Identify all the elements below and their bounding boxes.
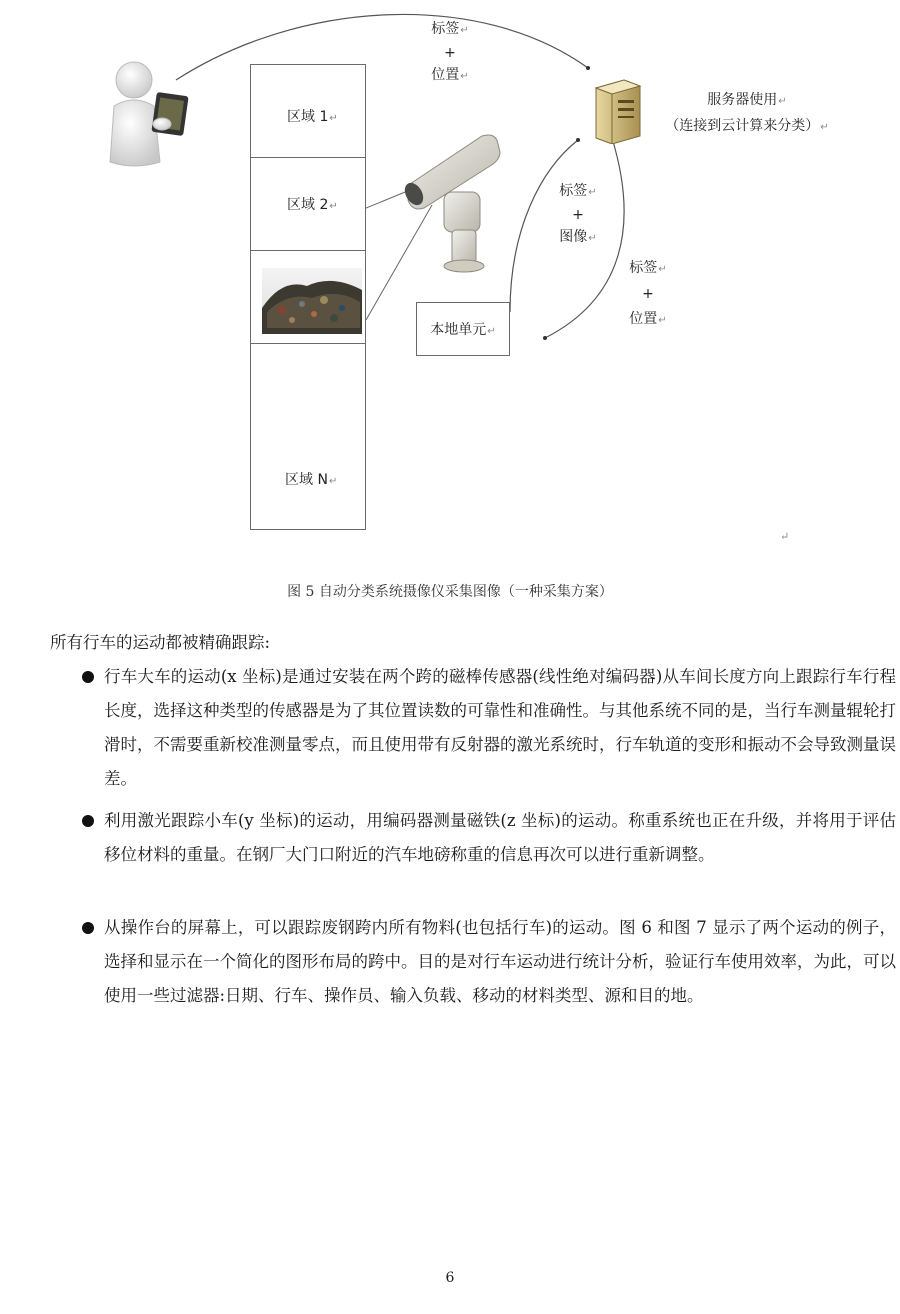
surveillance-camera-icon	[404, 130, 504, 280]
scrap-pile-image	[262, 268, 362, 334]
server-icon	[588, 78, 644, 144]
figure-caption: 图 5 自动分类系统摄像仪采集图像（一种采集方案）	[287, 584, 613, 600]
bullet-dot	[82, 671, 94, 683]
stray-return-mark: ↵	[780, 530, 790, 543]
intro-paragraph: 所有行车的运动都被精确跟踪:	[50, 633, 271, 652]
local-unit-label: 本地单元↵	[430, 322, 496, 338]
bullet-dot	[82, 922, 94, 934]
edge-label-top: 标签↵ + 位置↵	[431, 21, 469, 83]
bullet-item-2: 利用激光跟踪小车(y 坐标)的运动，用编码器测量磁铁(z 坐标)的运动。称重系统也正在升级，并将用于评估移位材料的重量。在钢厂大门口附近的汽车地磅称重的信息再次可以进行重新调整。	[82, 804, 896, 872]
zone-n-label: 区域 N↵	[285, 472, 338, 488]
local-unit-box	[416, 302, 510, 356]
edge-label-middle: 标签↵ + 图像↵	[559, 183, 597, 245]
bullet-item-1: 行车大车的运动(x 坐标)是通过安装在两个跨的磁棒传感器(线性绝对编码器)从车间长度方向上跟踪行车行程长度，选择这种类型的传感器是为了其位置读数的可靠性和准确性。与其他系统不同的是，当行车测量辊轮打滑时，不需要重新校准测量零点，而且使用带有反射器的激光系统时，行车轨道的变形和振动不会导致测量误差。	[82, 660, 896, 796]
zone-2-label: 区域 2↵	[287, 197, 338, 213]
arc-person-to-server	[176, 14, 588, 80]
person-with-tablet-icon	[100, 58, 196, 170]
zone-n-box	[250, 343, 366, 530]
bullet-dot	[82, 815, 94, 827]
edge-label-right: 标签↵ + 位置↵	[629, 260, 667, 327]
page-number: 6	[445, 1270, 455, 1286]
bullet-item-3: 从操作台的屏幕上，可以跟踪废钢跨内所有物料(也包括行车)的运动。图 6 和图 7 显示了两个运动的例子，选择和显示在一个简化的图形布局的跨中。目的是对行车运动进行统计分析，验证行车使用效率，为此，可以使用一些过滤器:日期、行车、操作员、输入负载、移动的材料类型、源和目的地。	[82, 911, 896, 1013]
zone-1-label: 区域 1↵	[287, 109, 338, 125]
server-label: 服务器使用↵ （连接到云计算来分类）↵	[665, 92, 829, 134]
